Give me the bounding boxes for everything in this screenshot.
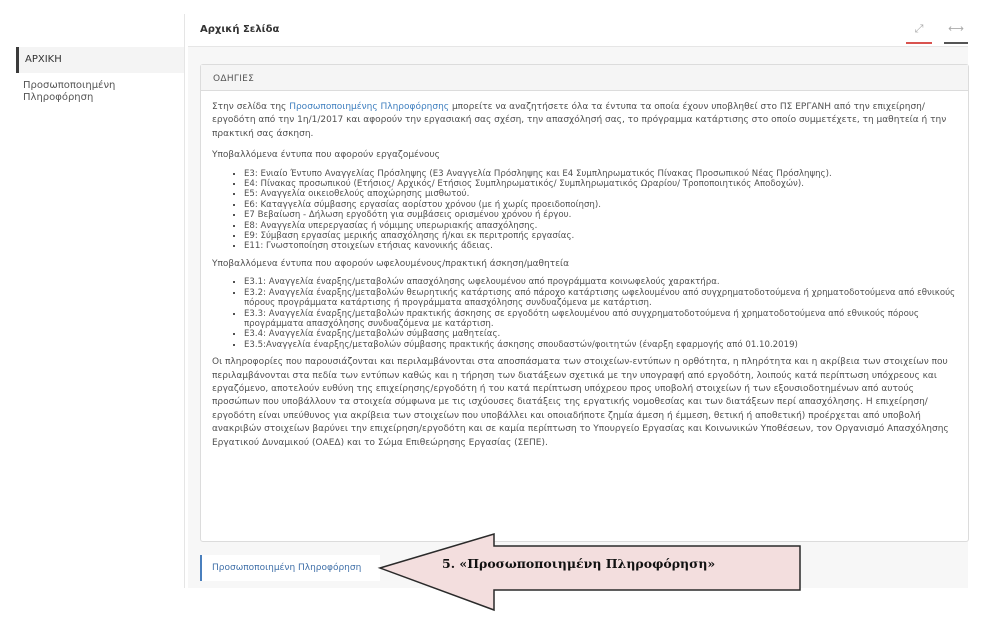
list-item: ▪ Ε11: Γνωστοποίηση στοιχείων ετήσιας κανονικής άδειας. — [244, 241, 958, 251]
panel-body — [201, 91, 968, 450]
sidebar — [16, 14, 185, 588]
list-item: ▪ Ε7 Βεβαίωση - Δήλωση εργοδότη για συμβάσεις ορισμένου χρόνου ή έργου. — [244, 210, 958, 220]
sidebar-item-home[interactable] — [16, 47, 184, 73]
list-item: ▪ Ε4: Πίνακας προσωπικού (Ετήσιος/ Αρχικός/ Ετήσιος Συμπληρωματικός/ Συμπληρωματικός Ωραρίου/ Τροποποιητικός Αποδοχών). — [244, 179, 958, 189]
list-item: ▪ Ε5: Αναγγελία οικειοθελούς αποχώρησης μισθωτού. — [244, 189, 958, 199]
section2-title: Υποβαλλόμενα έντυπα που αφορούν ωφελουμένους/πρακτική άσκηση/μαθητεία — [212, 258, 570, 269]
page-header — [188, 14, 968, 47]
intro-link[interactable]: Προσωποποιημένης Πληροφόρησης — [289, 102, 450, 112]
list-item: ▪ Ε3.2: Αναγγελία έναρξης/μεταβολών θεωρητικής κατάρτισης από πάροχο κατάρτισης ωφελουμένου από συγχρηματοδοτούμενα ή χρηματοδοτούμενα από εθνικούς πόρους προγράμματα κατάρτισης ή προγράμματα απασχόλησης συνδυαζόμενα με κατάρτιση. — [244, 288, 958, 309]
disclaimer-paragraph: Οι πληροφορίες που παρουσιάζονται και περιλαμβάνονται στα αποσπάσματα των στοιχείων-εντύπων η ορθότητα, η πληρότητα και η ακρίβεια των στοιχείων που περιλαμβάνονται στα πεδία των εντύπων καθώς και η τήρηση των διατάξεων σχετικά με την υπογραφή από εργοδότη, λοιπούς κατά περίπτωση υπόχρεους και εργαζόμενο, αποτελούν ευθύνη της επιχείρησης/εργοδότη ή του κατά περίπτωση υπόχρεου προς υποβολή στοιχείων ή των εξουσιοδοτημένων από αυτούς προσώπων που υποβάλλουν τα στοιχεία σύμφωνα με τις ισχύουσες διατάξεις της εργατικής νομοθεσίας και των διατάξεων περί απασχόλησης. Η επιχείρηση/εργοδότη είναι υπεύθυνος για ακρίβεια των στοιχείων που υποβάλλει και οποιαδήποτε ζημία άμεση ή έμμεση, θετική ή αποθετική) προέρχεται από υποβολή ανακριβών στοιχείων βαρύνει την επιχείρηση/εργοδότη και σε καμία περίπτωση το Υπουργείο Εργασίας και Κοινωνικών Υποθέσεων, τον Οργανισμό Απασχόλησης Εργατικού Δυναμικού (ΟΑΕΔ) και το Σώμα Επιθεώρησης Εργασίας (ΣΕΠΕ). — [212, 357, 949, 448]
list-item: ▪ Ε3.4: Αναγγελία έναρξης/μεταβολών σύμβασης μαθητείας. — [244, 329, 958, 339]
section1-title: Υποβαλλόμενα έντυπα που αφορούν εργαζομένους — [212, 150, 440, 161]
list-item: ▪ Ε3.1: Αναγγελία έναρξης/μεταβολών απασχόλησης ωφελουμένου από προγράμματα κοινωφελούς χαρακτήρα. — [244, 277, 958, 287]
section2-list — [212, 277, 958, 350]
callout-label: 5. «Προσωποποιημένη Πληροφόρηση» — [442, 556, 716, 571]
instructions-panel — [200, 64, 969, 542]
page-title: Αρχική Σελίδα — [200, 24, 280, 35]
sidebar-item-home-label: ΑΡΧΙΚΗ — [25, 54, 62, 65]
list-item: ▪ Ε8: Αναγγελία υπερεργασίας ή νόμιμης υπερωριακής απασχόλησης. — [244, 221, 958, 231]
collapse-icon[interactable]: ⟷ — [944, 20, 968, 44]
list-item: ▪ Ε3.5:Αναγγελία έναρξης/μεταβολών σύμβασης πρακτικής άσκησης σπουδαστών/φοιτητών (έναρξη εφαρμογής από 01.10.2019) — [244, 340, 958, 350]
intro-text-start: Στην σελίδα της — [212, 102, 290, 112]
sidebar-item-personalized-info[interactable] — [23, 80, 173, 104]
list-item: ▪ Ε3: Ενιαίο Έντυπο Αναγγελίας Πρόσληψης (Ε3 Αναγγελία Πρόσληψης και Ε4 Συμπληρωματικός Πίνακας Προσωπικού Νέας Πρόσληψης). — [244, 169, 958, 179]
intro-text-end: μπορείτε να αναζητήσετε όλα τα έντυπα τα οποία έχουν υποβληθεί στο ΠΣ ΕΡΓΑΝΗ από την επιχείρηση/ εργοδότη από την 1η/1/2017 και αφορούν την εργασιακή σας σχέση, την απασχόλησή σας, το πρόγραμμα κατάρτισης στο οποίο συμμετέχετε, τη μαθητεία ή την πρακτική σας άσκηση. — [212, 102, 947, 139]
callout-arrow-icon — [372, 532, 862, 618]
list-item: ▪ Ε6: Καταγγελία σύμβασης εργασίας αορίστου χρόνου (με ή χωρίς προειδοποίηση). — [244, 200, 958, 210]
sidebar-item-personalized-info-label: Προσωποποιημένη Πληροφόρηση — [23, 80, 116, 103]
list-item: ▪ Ε3.3: Αναγγελία έναρξης/μεταβολών πρακτικής άσκησης σε εργοδότη ωφελουμένου από συγχρηματοδοτούμενα ή χρηματοδοτούμενα από εθνικούς πόρους προγράμματα απασχόλησης συνδυαζόμενα με κατάρτιση. — [244, 309, 958, 330]
section1-list — [212, 169, 958, 252]
list-item: ▪ Ε9: Σύμβαση εργασίας μερικής απασχόλησης ή/και εκ περιτροπής εργασίας. — [244, 231, 958, 241]
expand-icon[interactable]: ⤢ — [906, 20, 932, 44]
panel-title: ΟΔΗΓΙΕΣ — [201, 65, 968, 91]
intro-paragraph — [212, 101, 958, 141]
personalized-info-link[interactable] — [200, 555, 380, 581]
personalized-info-link-label: Προσωποποιημένη Πληροφόρηση — [212, 563, 362, 573]
